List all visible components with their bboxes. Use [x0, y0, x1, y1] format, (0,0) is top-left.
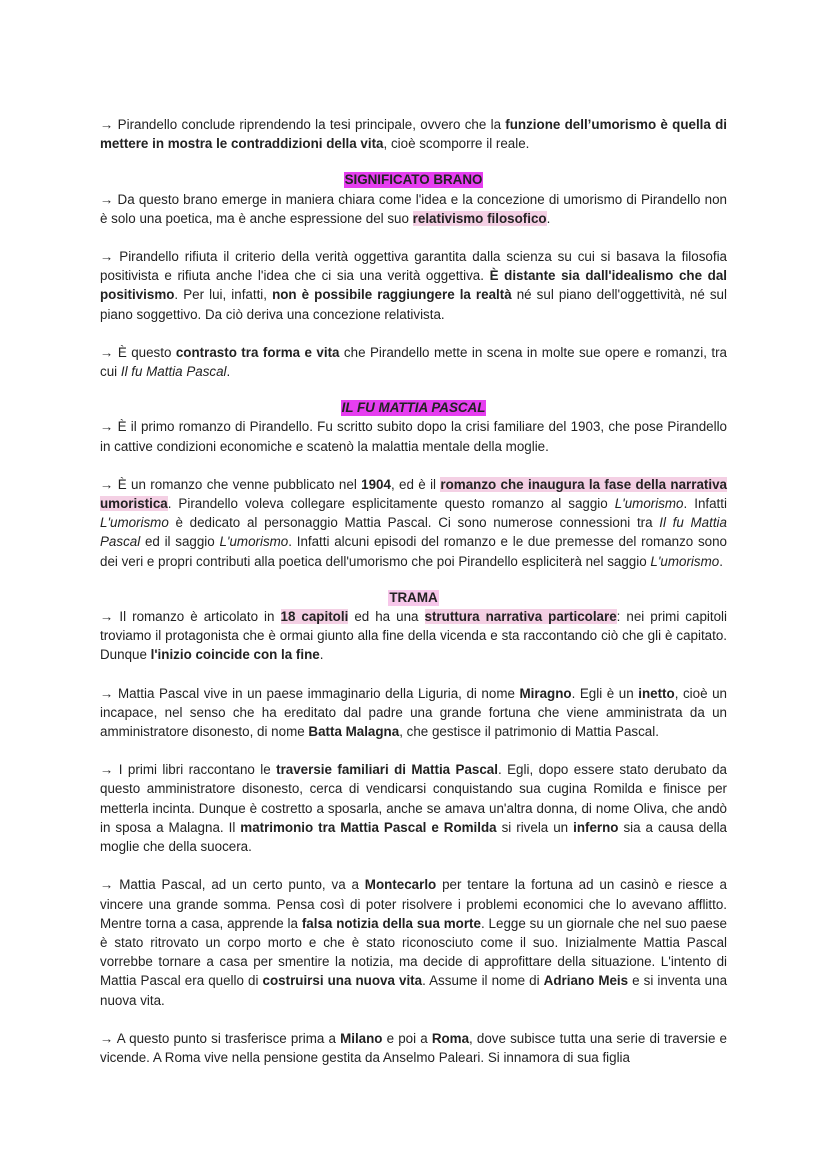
text: che Pirandello mette in scena in molte sue opere e romanzi, tra cui — [100, 344, 727, 380]
text: → I primi libri raccontano le — [100, 762, 277, 778]
text: . Egli è un — [571, 685, 639, 701]
paragraph-miragno — [100, 684, 727, 742]
highlighted-text: 18 capitoli — [280, 609, 349, 625]
text: → Pirandello rifiuta il criterio della verità oggettiva garantita dalla scienza su cui si basava la filosofia positivista e rifiuta anche l'idea che ci sia una verità oggettiva. — [100, 249, 727, 284]
text: → Il romanzo è articolato in — [100, 609, 281, 625]
text: per tentare la fortuna ad un casinò e riesce a vincere una grande somma. Pensa così di poter risolvere i problemi economici che lo avevano afflitto. Mentre torna a casa, apprende la — [100, 877, 727, 931]
heading-significato-brano — [100, 170, 727, 189]
bold-text: non è possibile raggiungere la realtà — [272, 287, 512, 303]
paragraph-primo-romanzo — [100, 417, 727, 455]
bold-text: È distante sia dall'idealismo che dal positivismo — [100, 268, 727, 303]
paragraph-conclusion — [100, 115, 727, 153]
text: , cioè un incapace, nel senso che ha ereditato dal padre una grande fortuna che viene amministrata da un amministratore disonesto, di nome — [100, 685, 727, 740]
bold-text: inetto — [638, 685, 675, 701]
bold-text: l'inizio coincide con la fine — [150, 647, 320, 663]
paragraph-romanzo-1904 — [100, 475, 727, 571]
italic-text: L'umorismo — [100, 515, 169, 531]
text: si rivela un — [496, 819, 574, 835]
bold-text: falsa notizia della sua morte — [301, 915, 481, 931]
paragraph-contrasto — [100, 343, 727, 381]
heading-text: IL FU MATTIA PASCAL — [341, 400, 486, 416]
text: . — [226, 364, 231, 380]
text: e poi a — [382, 1030, 432, 1046]
text: e si inventa una nuova vita. — [100, 973, 728, 1008]
text: → È questo — [100, 344, 176, 360]
highlighted-text: romanzo che inaugura la fase della narrativa umoristica — [100, 476, 727, 512]
text: . Pirandello voleva collegare esplicitamente questo romanzo al saggio — [167, 496, 615, 512]
paragraph-traversie — [100, 760, 727, 856]
italic-text: L'umorismo — [614, 496, 684, 512]
bold-text: matrimonio tra Mattia Pascal e Romilda — [240, 819, 497, 835]
text: → Mattia Pascal vive in un paese immaginario della Liguria, di nome — [100, 685, 520, 701]
highlighted-text: relativismo filosofico — [412, 210, 547, 226]
text: né sul piano dell'oggettività, né sul piano soggettivo. Da ciò deriva una concezione relativista. — [100, 287, 727, 322]
bold-text: contrasto tra forma e vita — [175, 344, 340, 360]
italic-text: Il fu Mattia Pascal — [120, 364, 227, 380]
text: . — [719, 553, 723, 569]
text: . Per lui, infatti, — [174, 287, 273, 303]
text: : nei primi capitoli troviamo il protagonista che è ormai giunto alla fine della vicenda e sta raccontando ciò che gli è capitato. Dunque — [100, 609, 727, 663]
bold-text: Roma — [431, 1030, 470, 1046]
bold-text: inferno — [573, 819, 619, 835]
text: . Legge su un giornale che nel suo paese è stato ritrovato un corpo morto e che è stato riconosciuto come il suo. Inizialmente Mattia Pascal vorrebbe tornare a casa per smentire la notizia, ma decide di approfittare della situazione. L'intento di Mattia Pascal era quello di — [100, 915, 728, 989]
text: → È il primo romanzo di Pirandello. Fu scritto subito dopo la crisi familiare del 1903, che pose Pirandello in cattive condizioni economiche e scatenò la malattia mentale della moglie. — [100, 419, 727, 454]
italic-text: L'umorismo — [219, 534, 289, 550]
bold-text: Miragno — [519, 685, 572, 701]
bold-text: traversie familiari di Mattia Pascal — [276, 762, 498, 778]
text: → È un romanzo che venne pubblicato nel — [100, 476, 362, 492]
bold-text: Batta Malagna — [308, 724, 400, 740]
bold-text: costruirsi una nuova vita — [262, 973, 423, 989]
paragraph-montecarlo — [100, 875, 727, 1009]
bold-text: Montecarlo — [364, 877, 437, 893]
text: ed ha una — [348, 609, 425, 625]
bold-text: 1904 — [361, 476, 391, 492]
text: . Infatti — [683, 496, 727, 512]
heading-text: TRAMA — [389, 589, 438, 605]
text: . Assume il nome di — [422, 973, 544, 989]
text: è dedicato al personaggio Mattia Pascal. Ci sono numerose connessioni tra — [168, 515, 660, 531]
text: ed il saggio — [140, 534, 220, 550]
paragraph-significato — [100, 190, 727, 228]
text: , che gestisce il patrimonio di Mattia Pascal. — [399, 724, 659, 740]
paragraph-rifiuta — [100, 247, 727, 324]
text: , dove subisce tutta una serie di traversie e vicende. A Roma vive nella pensione gestita da Anselmo Paleari. Si innamora di sua figlia — [100, 1030, 727, 1065]
text: → Mattia Pascal, ad un certo punto, va a — [100, 877, 365, 893]
italic-text: Il fu Mattia Pascal — [100, 515, 727, 550]
document-page — [100, 115, 727, 1067]
bold-text: Adriano Meis — [543, 973, 629, 989]
text: . — [546, 210, 551, 226]
text: . Infatti alcuni episodi del romanzo e le due premesse del romanzo sono dei veri e propri contributi alla poetica dell'umorismo che poi Pirandello espliciterà nel saggio — [100, 534, 728, 569]
heading-trama — [100, 588, 727, 607]
highlighted-text: struttura narrativa particolare — [424, 609, 617, 625]
text: → Da questo brano emerge in maniera chiara come l'idea e la concezione di umorismo di Pirandello non è solo una poetica, ma è anche espressione del suo — [100, 191, 727, 226]
text: . Egli, dopo essere stato derubato da questo amministratore disonesto, cerca di vendicarsi conquistando sua cugina Romilda e finisce per metterla incinta. Dunque è costretto a sposarla, anche se amava un'altra donna, di nome Oliva, che andò in sposa a Malagna. Il — [100, 762, 727, 835]
text: , cioè scomporre il reale. — [383, 136, 530, 152]
bold-text: funzione dell’umorismo è quella di mettere in mostra le contraddizioni della vita — [100, 117, 728, 152]
bold-text: Milano — [340, 1030, 383, 1046]
paragraph-milano-roma — [100, 1029, 727, 1067]
text: . — [319, 647, 324, 663]
text: → Pirandello conclude riprendendo la tesi principale, ovvero che la — [100, 117, 506, 132]
text: sia a causa della moglie che della suocera. — [100, 819, 727, 855]
text: → A questo punto si trasferisce prima a — [100, 1030, 341, 1046]
italic-text: L'umorismo — [650, 553, 720, 569]
paragraph-struttura — [100, 607, 727, 665]
text: , ed è il — [390, 476, 441, 492]
heading-il-fu-mattia-pascal — [100, 398, 727, 417]
heading-text: SIGNIFICATO BRANO — [344, 172, 483, 188]
